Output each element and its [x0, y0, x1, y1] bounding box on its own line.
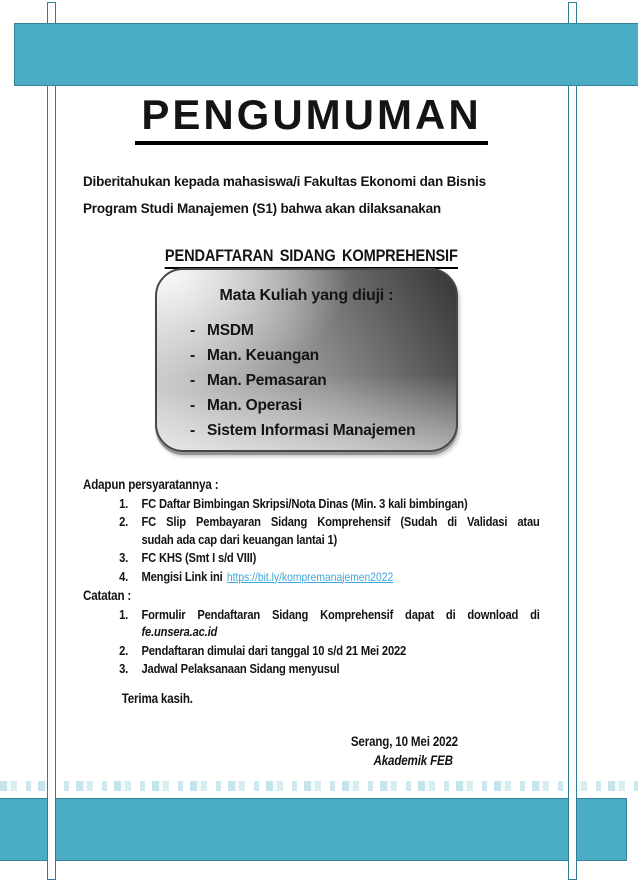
list-item	[190, 393, 456, 418]
item-number: 1.	[119, 606, 129, 622]
exam-subject: Man. Operasi	[207, 397, 302, 414]
thanks-text: Terima kasih.	[121, 690, 193, 706]
requirements-heading: Adapun persyaratannya :	[83, 477, 219, 492]
item-text	[141, 568, 393, 587]
signature: Akademik FEB	[373, 752, 453, 768]
exam-subject: Man. Pemasaran	[207, 372, 327, 389]
section-subtitle-text: PENDAFTARAN SIDANG KOMPREHENSIF	[165, 246, 458, 269]
list-item	[119, 568, 540, 587]
list-item	[119, 642, 540, 660]
item-text: FC Daftar Bimbingan Skripsi/Nota Dinas (Min. 3 kali bimbingan)	[141, 495, 468, 511]
page-title	[83, 92, 540, 138]
list-item	[190, 318, 456, 343]
item-number: 2.	[119, 514, 129, 529]
notes-list	[83, 606, 540, 678]
item-text: Jadwal Pelaksanaan Sidang menyusul	[141, 661, 340, 676]
item-text	[141, 606, 539, 641]
item-text: FC KHS (Smt I s/d VIII)	[141, 550, 257, 565]
list-item	[119, 549, 540, 567]
exam-subjects-box	[155, 268, 458, 452]
dash-bullet: -	[190, 422, 195, 439]
exam-box-title: Mata Kuliah yang diuji :	[219, 287, 394, 304]
item-text-line-1: FC Slip Pembayaran Sidang Komprehensif (Sudah di Validasi atau	[141, 514, 540, 529]
item-number: 2.	[119, 642, 129, 658]
item-text	[141, 513, 539, 548]
notes-heading: Catatan :	[83, 588, 132, 603]
item-text-line-2: fe.unsera.ac.id	[141, 624, 218, 639]
section-subtitle	[83, 246, 638, 266]
document-content	[83, 90, 540, 870]
dash-bullet: -	[190, 397, 195, 414]
list-item	[119, 513, 540, 548]
list-item	[190, 343, 456, 368]
top-accent-bar	[14, 23, 638, 86]
place-date: Serang, 10 Mei 2022	[350, 733, 458, 749]
item-text: Pendaftaran dimulai dari tanggal 10 s/d 21 Mei 2022	[141, 642, 407, 658]
dash-bullet: -	[190, 347, 195, 364]
list-item	[119, 660, 540, 678]
right-vertical-bar	[568, 2, 577, 880]
body-text-block	[83, 476, 540, 770]
dash-bullet: -	[190, 372, 195, 389]
list-item	[119, 495, 540, 513]
registration-link[interactable]: https://bit.ly/kompremanajemen2022	[226, 569, 394, 584]
link-label: Mengisi Link ini	[141, 568, 223, 584]
requirements-list	[83, 495, 540, 587]
exam-subject-list	[157, 318, 456, 443]
list-item	[190, 418, 456, 443]
item-number: 4.	[119, 568, 129, 584]
list-item	[119, 606, 540, 641]
intro-paragraph	[83, 168, 486, 222]
exam-subject: Man. Keuangan	[207, 347, 319, 364]
dash-bullet: -	[190, 322, 195, 339]
page-title-text: PENGUMUMAN	[135, 91, 487, 145]
signature-block	[83, 732, 458, 770]
item-number: 3.	[119, 550, 129, 565]
left-vertical-bar	[47, 2, 56, 880]
item-text-line-1: Formulir Pendaftaran Sidang Komprehensif dapat di download di	[141, 606, 540, 622]
intro-line-1: Diberitahukan kepada mahasiswa/i Fakultas Ekonomi dan Bisnis	[83, 174, 486, 189]
item-number: 1.	[119, 495, 129, 511]
item-number: 3.	[119, 661, 129, 676]
list-item	[190, 368, 456, 393]
intro-line-2: Program Studi Manajemen (S1) bahwa akan dilaksanakan	[83, 201, 441, 216]
exam-subject: Sistem Informasi Manajemen	[207, 422, 416, 439]
item-text-line-2: sudah ada cap dari keuangan lantai 1)	[141, 531, 338, 547]
exam-subject: MSDM	[207, 322, 254, 339]
